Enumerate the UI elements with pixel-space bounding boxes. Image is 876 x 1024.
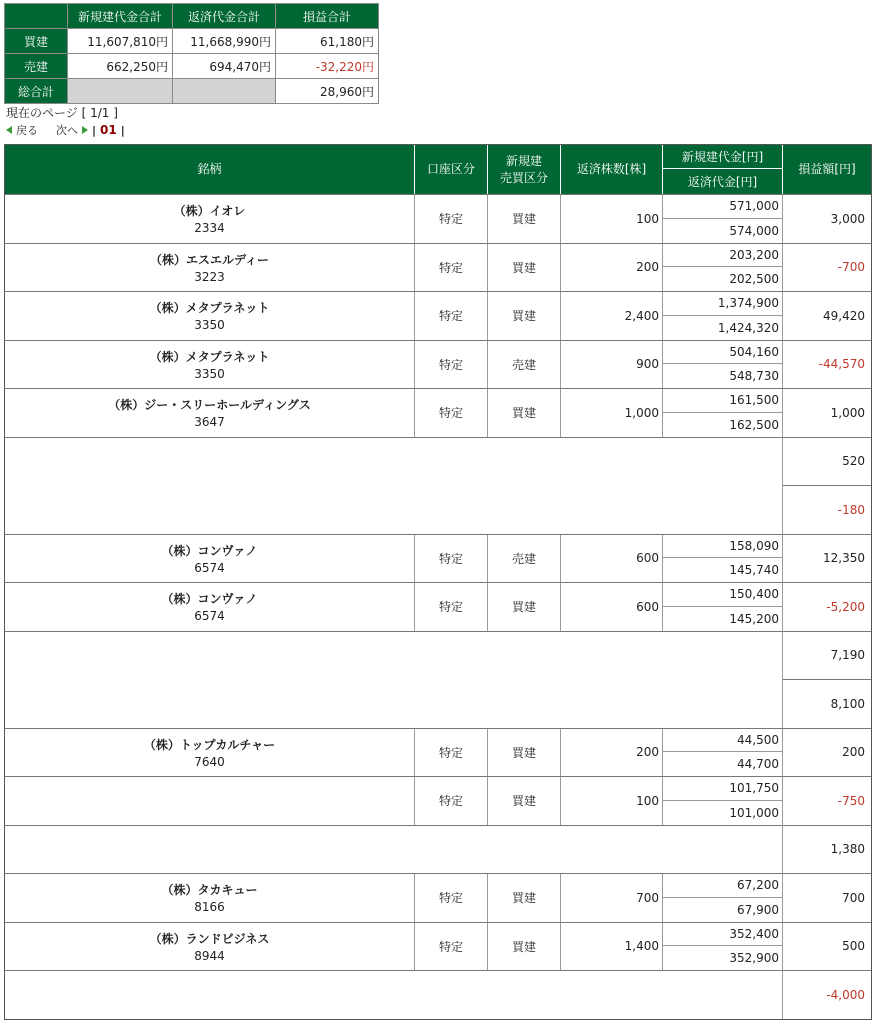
header-new-amount: 新規建代金[円] <box>663 145 783 169</box>
new-amount: 150,400 <box>663 583 782 607</box>
stock-name[interactable]: （株）イオレ <box>173 204 246 219</box>
return-amount: 145,740 <box>729 563 779 578</box>
account-type: 特定 <box>415 195 488 243</box>
profit-loss: 49,420 <box>823 308 865 323</box>
amount-cell <box>663 874 783 922</box>
stock-name[interactable]: （株）メタプラネット <box>149 301 270 316</box>
return-qty: 1,000 <box>561 389 663 437</box>
amount-cell <box>663 535 783 583</box>
stock-code: 8166 <box>194 900 225 915</box>
pager: 戻る 次へ | 01 | <box>6 122 125 138</box>
stock-cell <box>5 583 415 631</box>
profit-loss: -44,570 <box>818 357 865 372</box>
return-qty: 1,400 <box>561 923 663 971</box>
trade-side: 買建 <box>488 777 561 825</box>
stock-name[interactable]: （株）エスエルディー <box>149 252 270 267</box>
amount-cell <box>663 244 783 292</box>
header-return-amount: 返済代金[円] <box>663 169 783 194</box>
account-type: 特定 <box>415 244 488 292</box>
blank-row <box>5 437 783 534</box>
summary-header-pl: 損益合計 <box>276 4 379 29</box>
profit-loss: -750 <box>837 793 865 808</box>
return-qty: 700 <box>561 874 663 922</box>
summary-row-total: 総合計 28,960円 <box>5 79 379 104</box>
return-amount: 574,000 <box>729 223 779 238</box>
profit-loss: 12,350 <box>823 551 865 566</box>
back-arrow-icon[interactable] <box>6 126 12 134</box>
return-qty: 600 <box>561 535 663 583</box>
profit-loss: 3,000 <box>830 211 865 226</box>
stock-code: 3647 <box>194 415 225 430</box>
profit-loss: 1,000 <box>830 405 865 420</box>
profit-loss: 1,380 <box>783 825 871 874</box>
trade-side: 買建 <box>488 583 561 631</box>
return-qty: 600 <box>561 583 663 631</box>
header-side: 新規建 売買区分 <box>488 145 561 194</box>
stock-name[interactable]: （株）トップカルチャー <box>143 737 276 752</box>
stock-cell <box>5 389 415 437</box>
stock-cell <box>5 535 415 583</box>
profit-loss: 700 <box>842 890 865 905</box>
table-row <box>5 340 871 389</box>
stock-cell <box>5 341 415 389</box>
table-row <box>5 922 871 971</box>
account-type: 特定 <box>415 535 488 583</box>
amount-cell <box>663 292 783 340</box>
stock-cell <box>5 729 415 777</box>
table-row <box>5 534 871 583</box>
table-row <box>5 728 871 777</box>
amount-cell <box>663 341 783 389</box>
return-qty: 200 <box>561 244 663 292</box>
summary-header-new: 新規建代金合計 <box>68 4 173 29</box>
stock-code: 3350 <box>194 366 225 381</box>
stock-name[interactable]: （株）メタプラネット <box>149 349 270 364</box>
return-amount: 67,900 <box>737 902 779 917</box>
stock-cell <box>5 874 415 922</box>
table-row <box>5 194 871 243</box>
account-type: 特定 <box>415 583 488 631</box>
stock-cell <box>5 777 415 825</box>
new-amount: 158,090 <box>663 535 782 559</box>
account-type: 特定 <box>415 341 488 389</box>
profit-loss: 200 <box>842 745 865 760</box>
return-amount: 162,500 <box>729 417 779 432</box>
amount-cell <box>663 777 783 825</box>
stock-cell <box>5 923 415 971</box>
account-type: 特定 <box>415 292 488 340</box>
table-row <box>5 243 871 292</box>
table-row <box>5 582 871 631</box>
trade-side: 買建 <box>488 244 561 292</box>
return-amount: 145,200 <box>729 611 779 626</box>
trade-side: 買建 <box>488 874 561 922</box>
summary-row-sell: 売建 662,250円 694,470円 -32,220円 <box>5 54 379 79</box>
stock-code: 8944 <box>194 948 225 963</box>
blank-row <box>5 970 783 1019</box>
return-qty: 100 <box>561 777 663 825</box>
positions-table <box>4 144 872 1020</box>
stock-code: 7640 <box>194 754 225 769</box>
amount-cell <box>663 729 783 777</box>
profit-loss: 500 <box>842 939 865 954</box>
return-amount: 352,900 <box>729 951 779 966</box>
trade-side: 買建 <box>488 389 561 437</box>
profit-loss: -700 <box>837 260 865 275</box>
new-amount: 44,500 <box>663 729 782 753</box>
table-row <box>5 873 871 922</box>
account-type: 特定 <box>415 874 488 922</box>
stock-name[interactable]: （株）タカキュー <box>161 883 258 898</box>
amount-cell <box>663 583 783 631</box>
stock-name[interactable]: （株）コンヴァノ <box>161 592 258 607</box>
blank-row <box>5 631 783 728</box>
amount-cell <box>663 923 783 971</box>
account-type: 特定 <box>415 729 488 777</box>
amount-cell <box>663 389 783 437</box>
blank-row <box>5 825 783 874</box>
stock-name[interactable]: （株）コンヴァノ <box>161 543 258 558</box>
stock-name[interactable]: （株）ランドビジネス <box>149 931 270 946</box>
account-type: 特定 <box>415 777 488 825</box>
return-amount: 44,700 <box>737 757 779 772</box>
profit-loss: -4,000 <box>783 970 871 1019</box>
summary-row-buy: 買建 11,607,810円 11,668,990円 61,180円 <box>5 29 379 54</box>
trade-side: 買建 <box>488 923 561 971</box>
stock-code: 3350 <box>194 318 225 333</box>
next-arrow-icon[interactable] <box>82 126 88 134</box>
profit-loss: 520 <box>783 437 871 486</box>
return-amount: 1,424,320 <box>717 320 779 335</box>
return-amount: 548,730 <box>729 369 779 384</box>
return-amount: 202,500 <box>729 272 779 287</box>
stock-code: 3223 <box>194 269 225 284</box>
summary-header-return: 返済代金合計 <box>173 4 276 29</box>
trade-side: 買建 <box>488 729 561 777</box>
new-amount: 352,400 <box>663 923 782 947</box>
stock-cell <box>5 244 415 292</box>
header-account: 口座区分 <box>415 145 488 194</box>
stock-code: 2334 <box>194 221 225 236</box>
trade-side: 買建 <box>488 292 561 340</box>
stock-cell <box>5 195 415 243</box>
account-type: 特定 <box>415 923 488 971</box>
profit-loss: 7,190 <box>783 631 871 680</box>
table-row <box>5 291 871 340</box>
return-qty: 900 <box>561 341 663 389</box>
stock-code: 6574 <box>194 560 225 575</box>
page-indicator: 現在のページ [ 1/1 ] <box>6 106 118 120</box>
page-number-link[interactable]: 01 <box>100 123 117 137</box>
table-row <box>5 388 871 437</box>
stock-name[interactable]: （株）ジー・スリーホールディングス <box>108 398 311 413</box>
new-amount: 67,200 <box>663 874 782 898</box>
new-amount: 1,374,900 <box>663 292 782 316</box>
stock-cell <box>5 292 415 340</box>
next-link[interactable]: 次へ <box>56 124 78 137</box>
header-pl: 損益額[円] <box>783 145 871 194</box>
new-amount: 161,500 <box>663 389 782 413</box>
return-qty: 200 <box>561 729 663 777</box>
new-amount: 571,000 <box>663 195 782 219</box>
profit-loss: -180 <box>783 485 871 534</box>
account-type: 特定 <box>415 389 488 437</box>
return-amount: 101,000 <box>729 805 779 820</box>
summary-table <box>4 3 379 104</box>
trade-side: 売建 <box>488 535 561 583</box>
back-link[interactable]: 戻る <box>16 124 38 137</box>
header-qty: 返済株数[株] <box>561 145 663 194</box>
trade-side: 買建 <box>488 195 561 243</box>
new-amount: 504,160 <box>663 341 782 365</box>
return-qty: 100 <box>561 195 663 243</box>
profit-loss: -5,200 <box>826 599 865 614</box>
header-name: 銘柄 <box>5 145 415 194</box>
stock-code: 6574 <box>194 609 225 624</box>
table-row <box>5 776 871 825</box>
new-amount: 101,750 <box>663 777 782 801</box>
profit-loss: 8,100 <box>783 679 871 728</box>
return-qty: 2,400 <box>561 292 663 340</box>
trade-side: 売建 <box>488 341 561 389</box>
summary-corner <box>5 4 68 29</box>
amount-cell <box>663 195 783 243</box>
new-amount: 203,200 <box>663 244 782 268</box>
